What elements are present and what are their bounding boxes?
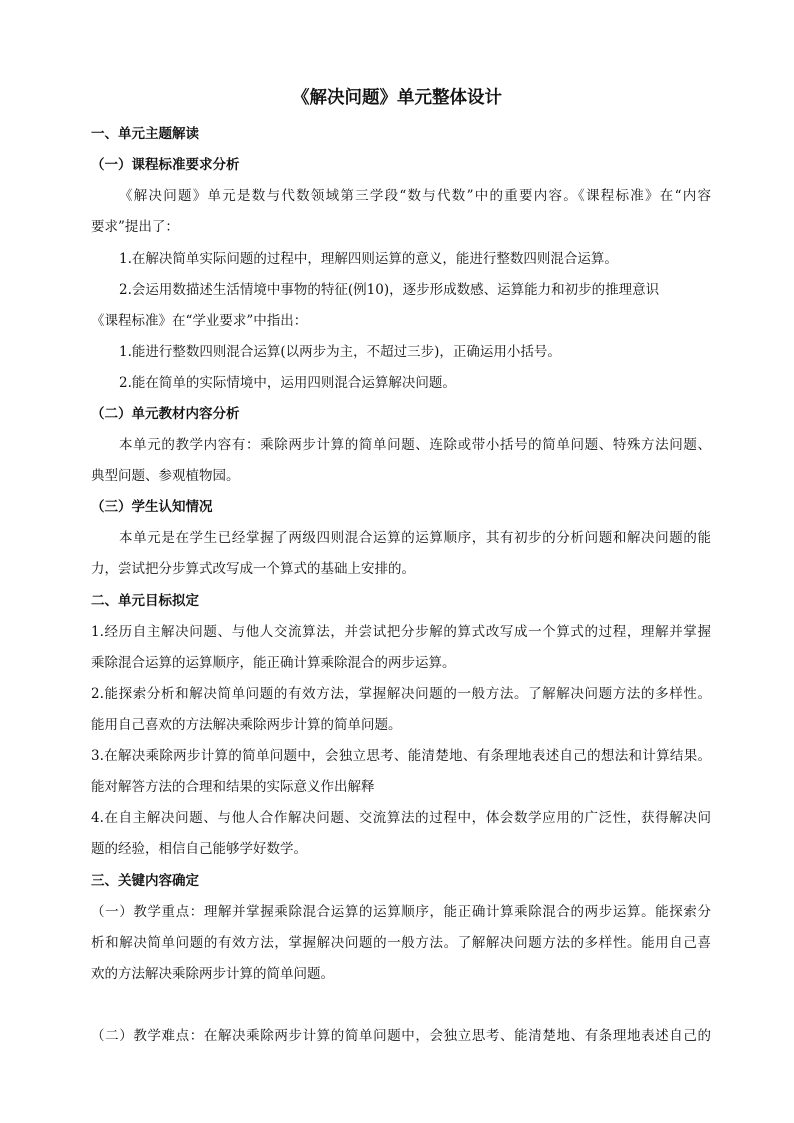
paragraph-line: 要求”提出了： (91, 219, 179, 235)
list-item: 2.会运用数描述生活情境中事物的特征(例10)，逐步形成数感、运算能力和初步的推理意识 (119, 282, 660, 298)
section-heading-1: 一、单元主题解读 (91, 126, 199, 142)
list-item-continuation: 乘除混合运算的运算顺序，能正确计算乘除混合的两步运算。 (91, 655, 456, 671)
paragraph-line: 析和解决简单问题的有效方法，掌握解决问题的一般方法。了解解决问题方法的多样性。能用自己喜 (91, 935, 711, 951)
paragraph-line: （二）教学难点：在解决乘除两步计算的简单问题中，会独立思考、能清楚地、有条理地表述自己的 (91, 1028, 711, 1044)
paragraph-line: 力，尝试把分步算式改写成一个算式的基础上安排的。 (91, 561, 415, 577)
paragraph-line: 《课程标准》在“学业要求”中指出： (91, 313, 308, 329)
list-item-continuation: 题的经验，相信自己能够学好数学。 (91, 841, 307, 857)
list-item-continuation: 能对解答方法的合理和结果的实际意义作出解释 (91, 779, 375, 795)
list-item: 1.在解决简单实际问题的过程中，理解四则运算的意义，能进行整数四则混合运算。 (119, 251, 618, 267)
list-item: 1.经历自主解决问题、与他人交流算法，并尝试把分步解的算式改写成一个算式的过程，理解并掌握 (91, 624, 711, 640)
paragraph-line: 本单元的教学内容有：乘除两步计算的简单问题、连除或带小括号的简单问题、特殊方法问题、 (119, 437, 711, 453)
paragraph-line: 欢的方法解决乘除两步计算的简单问题。 (91, 966, 334, 982)
list-item: 1.能进行整数四则混合运算(以两步为主，不超过三步)，正确运用小括号。 (119, 344, 561, 360)
list-item: 2.能探索分析和解决简单问题的有效方法，掌握解决问题的一般方法。了解解决问题方法的多样性。 (91, 686, 711, 702)
paragraph-line: 《解决问题》单元是数与代数领域第三学段“数与代数”中的重要内容。《课程标准》在“内容 (119, 188, 711, 204)
list-item: 2.能在简单的实际情境中，运用四则混合运算解决问题。 (119, 375, 456, 391)
subsection-heading-1-1: （一）课程标准要求分析 (91, 157, 240, 173)
section-heading-2: 二、单元目标拟定 (91, 593, 199, 609)
paragraph-line: 典型问题、参观植物园。 (91, 468, 240, 484)
paragraph-line: 本单元是在学生已经掌握了两级四则混合运算的运算顺序，其有初步的分析问题和解决问题的能 (119, 530, 711, 546)
paragraph-line: （一）教学重点：理解并掌握乘除混合运算的运算顺序，能正确计算乘除混合的两步运算。能探索分 (91, 904, 711, 920)
subsection-heading-1-3: （三）学生认知情况 (91, 499, 213, 515)
list-item: 3.在解决乘除两步计算的简单问题中，会独立思考、能清楚地、有条理地表述自己的想法和计算结果。 (91, 748, 711, 764)
document-title: 《解决问题》单元整体设计 (292, 88, 502, 108)
list-item-continuation: 能用自己喜欢的方法解决乘除两步计算的简单问题。 (91, 717, 402, 733)
section-heading-3: 三、关键内容确定 (91, 873, 199, 889)
list-item: 4.在自主解决问题、与他人合作解决问题、交流算法的过程中，体会数学应用的广泛性，获得解决问 (91, 810, 711, 826)
subsection-heading-1-2: （二）单元教材内容分析 (91, 406, 240, 422)
